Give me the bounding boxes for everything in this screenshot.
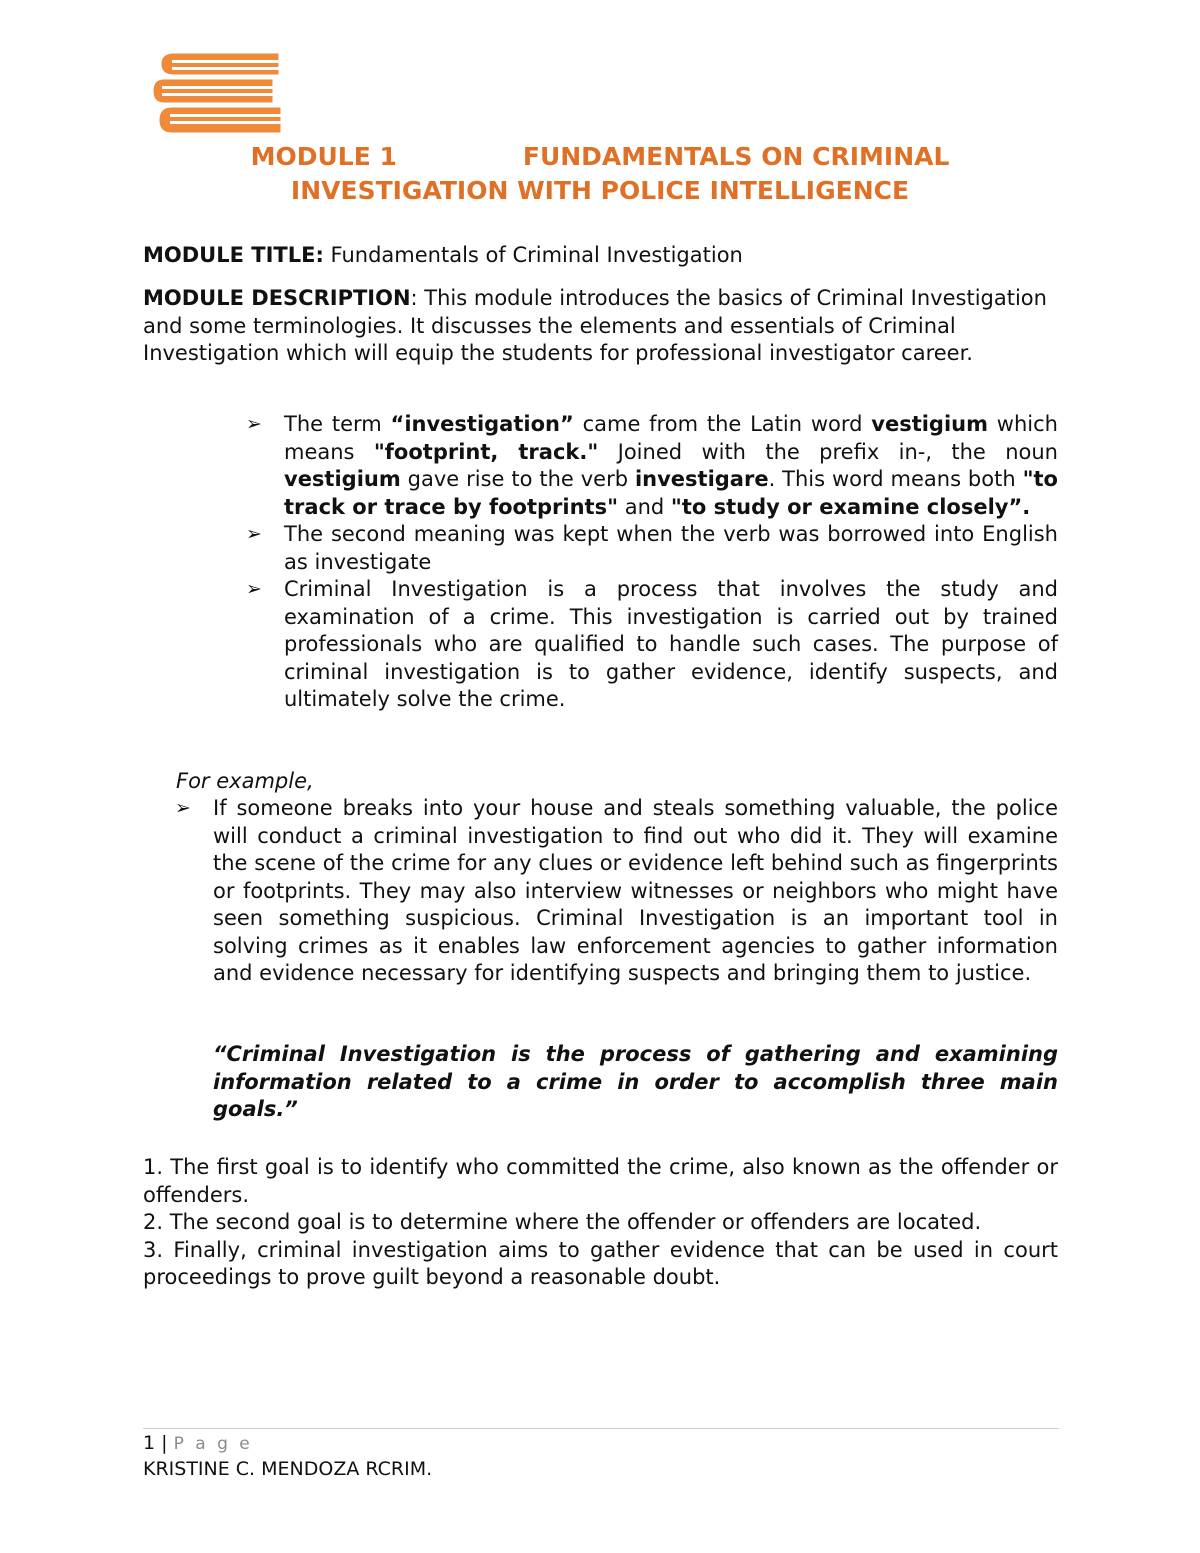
module-description-text: : This module introduces the basics of Criminal Investigation and some terminologies. It discusses the elements and essentials of Criminal Investigation which will equip the students for professional investigator career. xyxy=(143,286,1047,365)
bullet-text: and xyxy=(618,494,671,519)
bullet-bold-text: vestigium xyxy=(871,412,988,436)
bullet-bold-text: investigare xyxy=(634,467,769,491)
arrow-bullet-icon: ➢ xyxy=(246,413,262,435)
bullet-bold-text: vestigium xyxy=(284,467,401,491)
module-description xyxy=(143,285,1059,368)
bullet-text: The term xyxy=(284,412,391,436)
bullet-text: Criminal Investigation is a process that involves the study and examination of a crime. This investigation is carried out by trained professionals who are qualified to handle such cases. The purpose of criminal investigation is to gather evidence, identify suspects, and ultimately solve the crime. xyxy=(284,577,1058,711)
bullet-text: . This word means both xyxy=(768,467,1023,491)
definition-quote: “Criminal Investigation is the process of gathering and examining information related to a crime in order to accomplish three main goals.” xyxy=(213,1042,1058,1121)
bullet-bold-text: “investigation” xyxy=(390,412,574,436)
page-label: P a g e xyxy=(173,1434,253,1454)
page-separator: | xyxy=(161,1432,168,1454)
author-name: KRISTINE C. MENDOZA RCRIM. xyxy=(143,1458,433,1480)
page-number-value: 1 xyxy=(143,1432,156,1454)
bullet-text: Joined with the prefix in-, the noun xyxy=(598,439,1058,464)
list-item xyxy=(246,411,1058,521)
arrow-bullet-icon: ➢ xyxy=(175,797,191,819)
list-item xyxy=(246,576,1058,714)
definition-bullet-list xyxy=(246,411,1058,714)
module-label: MODULE 1 xyxy=(250,142,397,171)
goal-item: 3. Finally, criminal investigation aims to gather evidence that can be used in court proceedings to prove guilt beyond a reasonable doubt. xyxy=(143,1237,1058,1289)
module-title-label: MODULE TITLE: xyxy=(143,243,324,267)
module-description-label: MODULE DESCRIPTION xyxy=(143,286,411,310)
example-bullet-list xyxy=(175,795,1058,988)
bullet-bold-text: "footprint, track." xyxy=(373,439,599,464)
module-heading xyxy=(142,140,1058,208)
bullet-text: The second meaning was kept when the verb was borrowed into English as investigate xyxy=(284,522,1058,574)
module-title-row xyxy=(143,242,1059,270)
books-stack-icon xyxy=(150,48,284,140)
goal-item: 1. The first goal is to identify who committed the crime, also known as the offender or offenders. xyxy=(143,1155,1058,1207)
module-title-line2: INVESTIGATION WITH POLICE INTELLIGENCE xyxy=(290,176,910,205)
example-text: If someone breaks into your house and steals something valuable, the police will conduct a criminal investigation to find out who did it. They will examine the scene of the crime for any clues or evidence left behind such as fingerprints or footprints. They may also interview witnesses or neighbors who might have seen something suspicious. Criminal Investigation is an important tool in solving crimes as it enables law enforcement agencies to gather information and evidence necessary for identifying suspects and bringing them to justice. xyxy=(213,796,1058,985)
footer-divider xyxy=(143,1428,1059,1429)
goals-list xyxy=(143,1154,1058,1292)
module-title-value: Fundamentals of Criminal Investigation xyxy=(330,243,743,267)
arrow-bullet-icon: ➢ xyxy=(246,523,262,545)
page-number xyxy=(143,1432,253,1454)
arrow-bullet-icon: ➢ xyxy=(246,578,262,600)
bullet-text: which means xyxy=(284,412,1058,464)
bullet-text: gave rise to the verb xyxy=(400,467,635,491)
list-item xyxy=(175,795,1058,988)
bullet-bold-text: "to study or examine closely”. xyxy=(670,494,1031,519)
example-label: For example, xyxy=(176,769,314,793)
bullet-text: came from the Latin word xyxy=(573,412,872,436)
module-title-line1: FUNDAMENTALS ON CRIMINAL xyxy=(522,142,950,171)
bullet-bold-text: "to track or trace by footprints" xyxy=(284,467,1058,519)
goal-item: 2. The second goal is to determine where the offender or offenders are located. xyxy=(143,1210,982,1234)
list-item xyxy=(246,521,1058,576)
